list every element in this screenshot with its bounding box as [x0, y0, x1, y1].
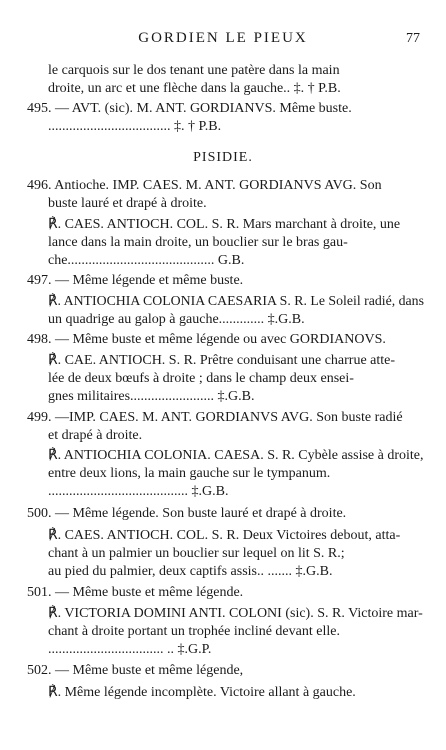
running-header: GORDIEN LE PIEUX — [138, 30, 308, 46]
section-heading: PISIDIE. — [193, 150, 253, 165]
text-line: 498. — Même buste et même légende ou avec GORDIANOVS. — [27, 332, 386, 347]
text-line: au pied du palmier, deux captifs assis.. ....... ‡.G.B. — [48, 564, 333, 579]
text-line: ℟. CAE. ANTIOCH. S. R. Prêtre conduisant une charrue atte- — [48, 353, 396, 368]
text-line: ................................. .. ‡.G.P. — [48, 642, 212, 657]
text-line: lée de deux bœufs à droite ; dans le champ deux ensei- — [48, 371, 354, 386]
text-line: un quadrige au galop à gauche............. ‡.G.B. — [48, 312, 305, 327]
text-line: ........................................ ‡.G.B. — [48, 484, 229, 499]
text-line: droite, un arc et une flèche dans la gauche.. ‡. † P.B. — [48, 81, 341, 96]
text-line: buste lauré et drapé à droite. — [48, 196, 207, 211]
text-line: 495. — AVT. (sic). M. ANT. GORDIANVS. Même buste. — [27, 101, 352, 116]
text-line: ℟. CAES. ANTIOCH. COL. S. R. Deux Victoires debout, atta- — [48, 528, 401, 543]
text-line: 496. Antioche. IMP. CAES. M. ANT. GORDIANVS AVG. Son — [27, 178, 382, 193]
text-line: entre deux lions, la main gauche sur le tympanum. — [48, 466, 331, 481]
text-line: 497. — Même légende et même buste. — [27, 273, 244, 288]
text-line: et drapé à droite. — [48, 428, 143, 443]
text-line: chant à un palmier un bouclier sur lequel on lit S. R.; — [48, 546, 345, 561]
text-line: ℟. VICTORIA DOMINI ANTI. COLONI (sic). S. R. Victoire mar- — [48, 606, 423, 621]
text-line: ℟. CAES. ANTIOCH. COL. S. R. Mars marchant à droite, une — [48, 217, 401, 232]
text-line: che.......................................... G.B. — [48, 253, 245, 268]
text-line: le carquois sur le dos tenant une patère dans la main — [48, 63, 340, 78]
text-line: ................................... ‡. † P.B. — [48, 119, 222, 134]
text-line: 502. — Même buste et même légende, — [27, 663, 244, 678]
text-line: chant à droite portant un trophée incliné devant elle. — [48, 624, 340, 639]
text-line: ℟. ANTIOCHIA COLONIA CAESARIA S. R. Le Soleil radié, dans — [48, 294, 424, 309]
text-line: lance dans la main droite, un bouclier sur le bras gau- — [48, 235, 348, 250]
text-line: 499. —IMP. CAES. M. ANT. GORDIANVS AVG. Son buste radié — [27, 410, 403, 425]
text-line: ℟. Même légende incomplète. Victoire allant à gauche. — [48, 685, 356, 700]
page-number: 77 — [406, 31, 420, 46]
text-line: ℟. ANTIOCHIA COLONIA. CAESA. S. R. Cybèle assise à droite, — [48, 448, 424, 463]
text-line: 500. — Même légende. Son buste lauré et drapé à droite. — [27, 506, 347, 521]
text-line: gnes militaires........................ ‡.G.B. — [48, 389, 255, 404]
text-line: 501. — Même buste et même légende. — [27, 585, 244, 600]
